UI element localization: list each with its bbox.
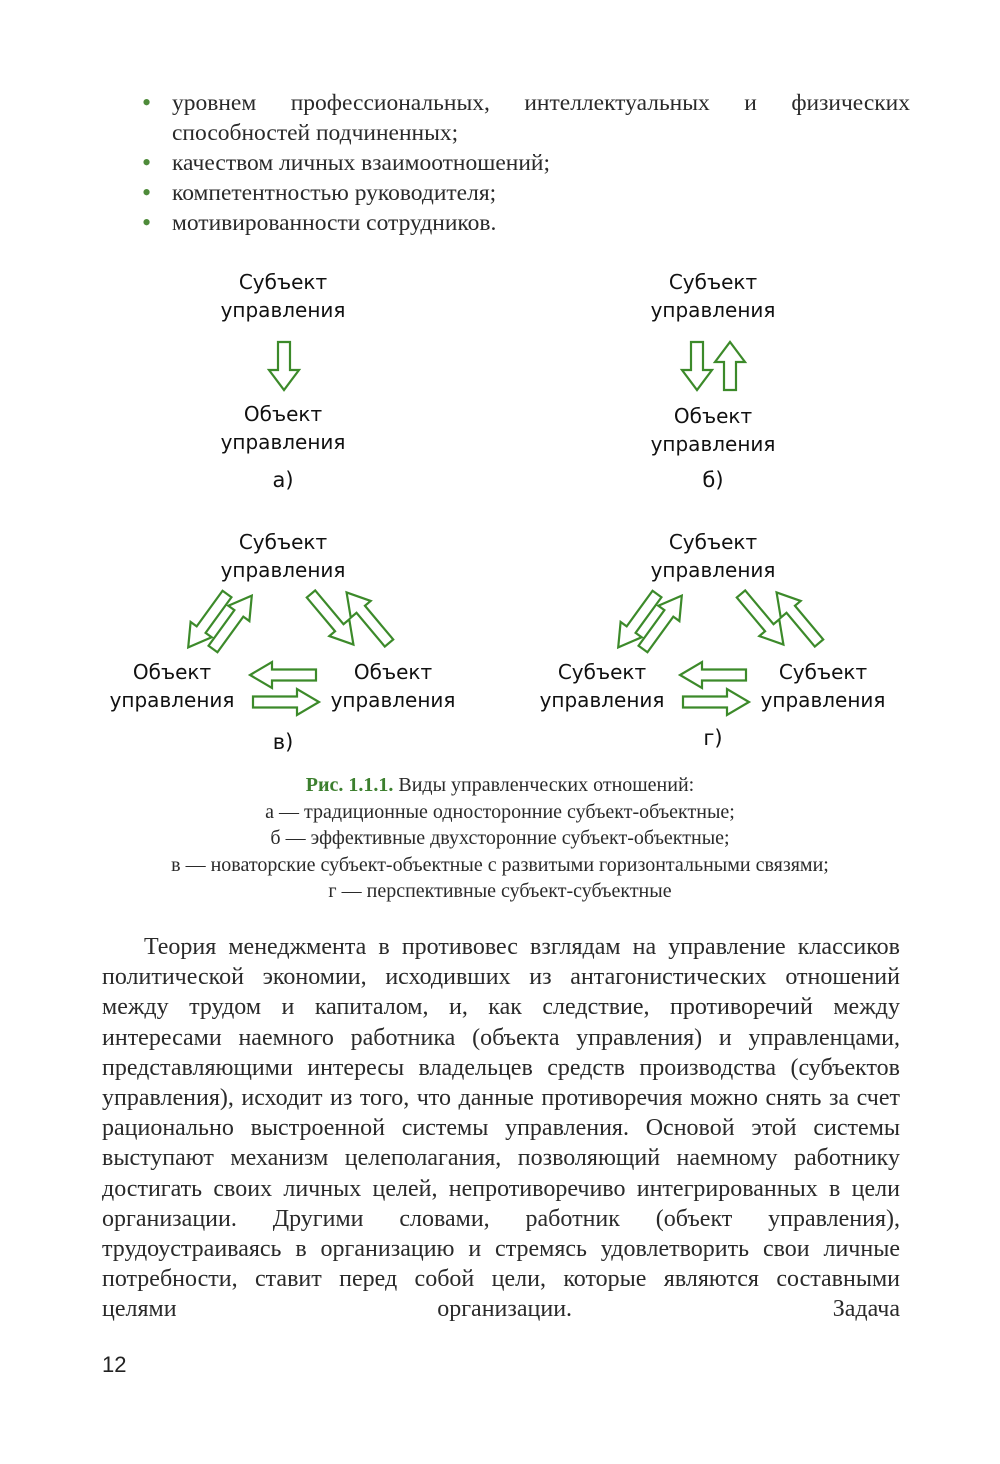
list-item: • компетентностью руководителя;: [142, 178, 497, 207]
fig-d-right-label: Субъект управления: [760, 660, 886, 712]
arrow-down-icon: [269, 342, 299, 390]
list-item: • уровнем профессиональных, интеллектуальных и физических способностей подчиненных;: [142, 88, 910, 146]
arrow-right-icon: [683, 689, 749, 715]
bullet-icon: •: [142, 208, 152, 237]
fig-c-top-label: Субъект управления: [220, 530, 346, 582]
fig-c-left-label: Объект управления: [109, 660, 235, 712]
fig-a-bottom-label: Объект управления: [220, 402, 346, 454]
fig-a-top-label: Субъект управления: [220, 270, 346, 322]
arrow-right-icon: [253, 689, 319, 715]
arrow-up-icon: [715, 342, 745, 390]
bullet-icon: •: [142, 178, 152, 207]
body-paragraph: Теория менеджмента в противовес взглядам на управление классиков политической экономии, исходивших из антагонистических отношений между трудом и капиталом, и, как следствие, противоречий между интересами наемного работника (объекта управления) и управленцами, представляющими интересы владельцев средств производства (субъектов управления), исходит из того, что данные противоречия можно снять за счет рационально выстроенной системы управления. Основой этой системы выступают механизм целеполагания, позволяющий наемному работнику достигать своих личных целей, непротиворечиво интегрированных в цели организации. Другими словами, работник (объект управления), трудоустраиваясь в организацию и стремясь удовлетворить свои личные потребности, ставит перед собой цели, которые являются составными целями организации. Задача: [102, 934, 900, 1323]
bullet-icon: •: [142, 148, 152, 177]
figure-title: Виды управленческих отношений:: [393, 774, 695, 796]
arrow-left-icon: [250, 662, 316, 688]
fig-c-right-label: Объект управления: [330, 660, 456, 712]
fig-c-sublabel: в): [272, 730, 294, 754]
arrow-left-icon: [680, 662, 746, 688]
figure-number: Рис. 1.1.1.: [305, 774, 394, 796]
arrow-down-icon: [682, 342, 712, 390]
fig-d-sublabel: г): [703, 726, 723, 750]
fig-d-left-label: Субъект управления: [539, 660, 665, 712]
fig-b-bottom-label: Объект управления: [650, 404, 776, 456]
figure-caption: [60, 772, 940, 905]
caption-line: а — традиционные односторонние субъект-объектные;: [265, 800, 735, 823]
caption-line: б — эффективные двухсторонние субъект-объектные;: [270, 827, 730, 849]
list-item: • качеством личных взаимоотношений;: [142, 148, 551, 177]
fig-a-sublabel: а): [272, 468, 294, 492]
fig-b-top-label: Субъект управления: [650, 270, 776, 322]
fig-d-top-label: Субъект управления: [650, 530, 776, 582]
list-item: • мотивированности сотрудников.: [142, 208, 497, 237]
page-number: 12: [102, 1352, 127, 1377]
fig-b-sublabel: б): [702, 468, 724, 492]
bullet-icon: •: [142, 88, 152, 117]
caption-line: в — новаторские субъект-объектные с развитыми горизонтальными связями;: [171, 853, 829, 876]
caption-line: г — перспективные субъект-субъектные: [328, 880, 672, 902]
